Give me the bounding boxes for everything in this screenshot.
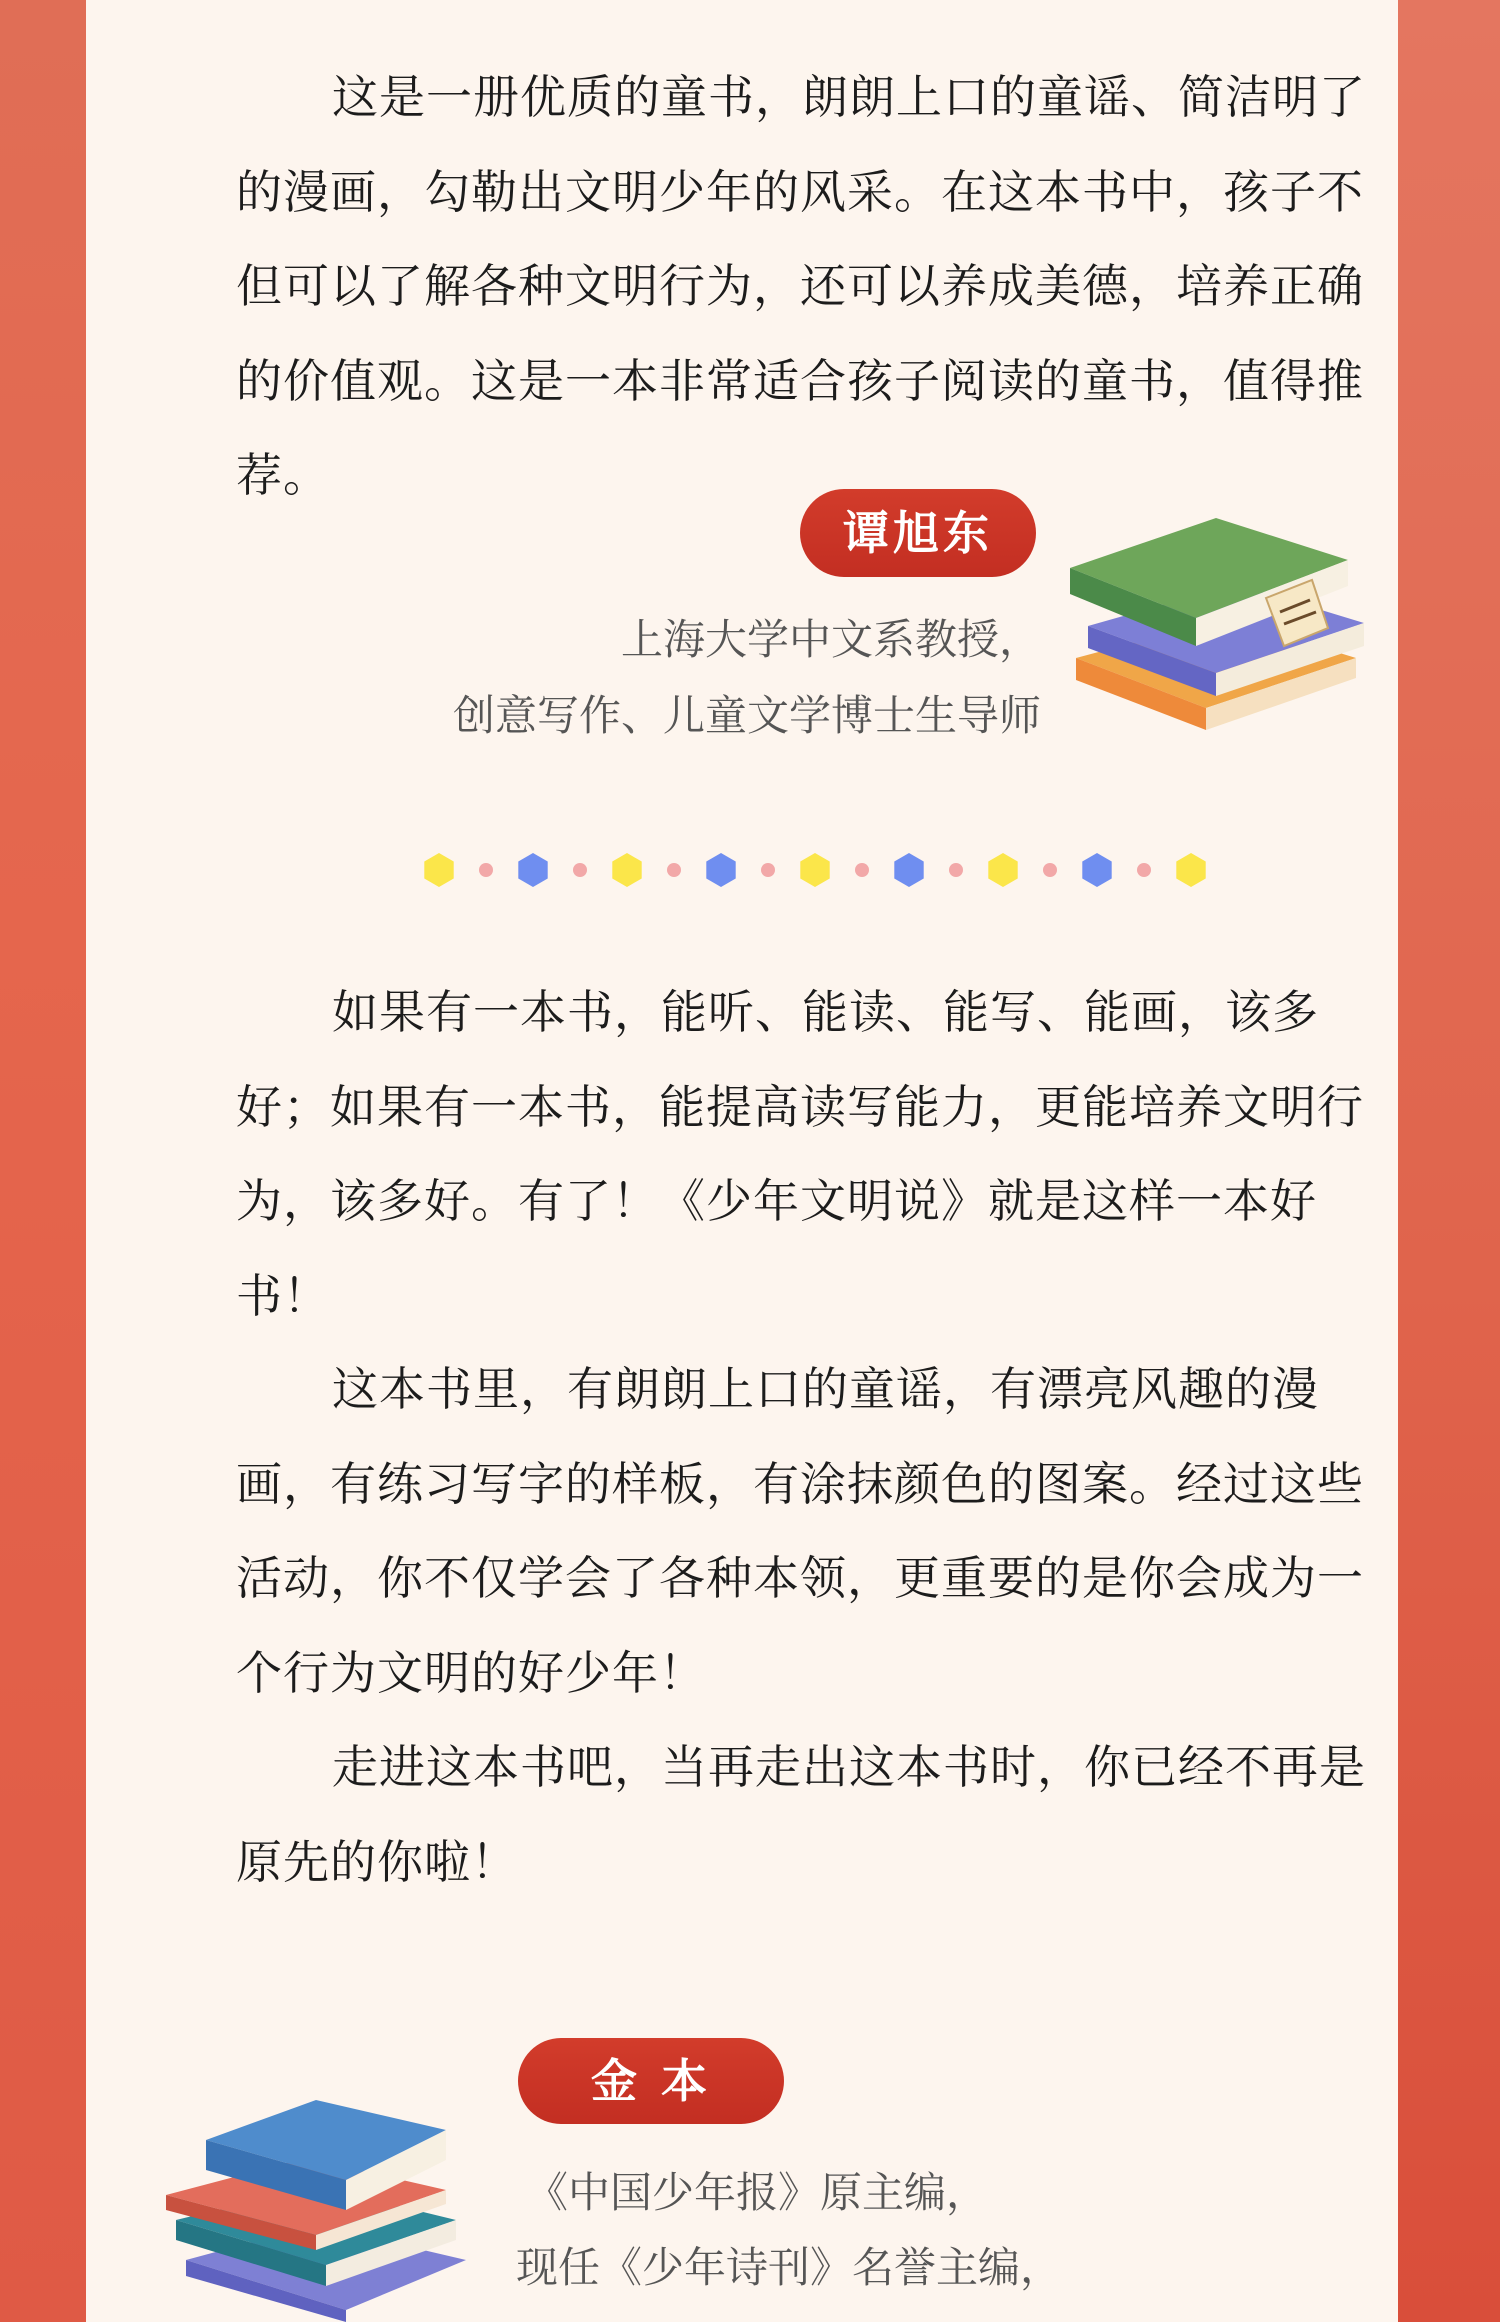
author-title-line-2: 创意写作、儿童文学博士生导师 (452, 691, 1041, 740)
review-paragraph-3: 这本书里，有朗朗上口的童谣，有漂亮风趣的漫画，有练习写字的样板，有涂抹颜色的图案。经过这些活动，你不仅学会了各种本领，更重要的是你会成为一个行为文明的好少年！ (236, 1362, 1364, 1700)
book-stack-illustration (1066, 508, 1386, 738)
divider-hexagon (1176, 853, 1205, 887)
review-paragraph-1: 这是一册优质的童书，朗朗上口的童谣、简洁明了的漫画，勾勒出文明少年的风采。在这本书中，孩子不但可以了解各种文明行为，还可以养成美德，培养正确的价值观。这是一本非常适合孩子阅读的童书，值得推荐。 (236, 70, 1366, 502)
review-paragraph-2: 如果有一本书，能听、能读、能写、能画，该多好；如果有一本书，能提高读写能力，更能培养文明行为，该多好。有了！《少年文明说》就是这样一本好书！ (236, 985, 1364, 1323)
author2-title-line-2: 现任《少年诗刊》名誉主编， (516, 2243, 1063, 2292)
divider-hexagon (518, 853, 547, 887)
left-frame (0, 0, 86, 2322)
divider-hexagon (800, 853, 829, 887)
divider-hexagon (1082, 853, 1111, 887)
right-frame (1398, 0, 1500, 2322)
divider-dot (761, 863, 775, 877)
review-paragraph-4: 走进这本书吧，当再走出这本书时，你已经不再是原先的你啦！ (236, 1740, 1366, 1889)
divider-dot (1137, 863, 1151, 877)
decorative-divider (419, 848, 1219, 892)
divider-hexagon (706, 853, 735, 887)
content-panel (86, 0, 1398, 2322)
author2-title-line-1: 《中国少年报》原主编， (526, 2168, 989, 2217)
divider-hexagon (424, 853, 453, 887)
divider-hexagon (612, 853, 641, 887)
author-title-line-1: 上海大学中文系教授， (620, 615, 1041, 664)
divider-dot (479, 863, 493, 877)
divider-dot (573, 863, 587, 877)
divider-hexagon (894, 853, 923, 887)
author-name-badge-2: 金 本 (518, 2038, 784, 2124)
divider-dot (667, 863, 681, 877)
divider-hexagon (988, 853, 1017, 887)
divider-dot (855, 863, 869, 877)
divider-dot (949, 863, 963, 877)
book-stack-illustration-2 (166, 2100, 486, 2322)
author-name-badge: 谭旭东 (800, 489, 1036, 577)
divider-dot (1043, 863, 1057, 877)
